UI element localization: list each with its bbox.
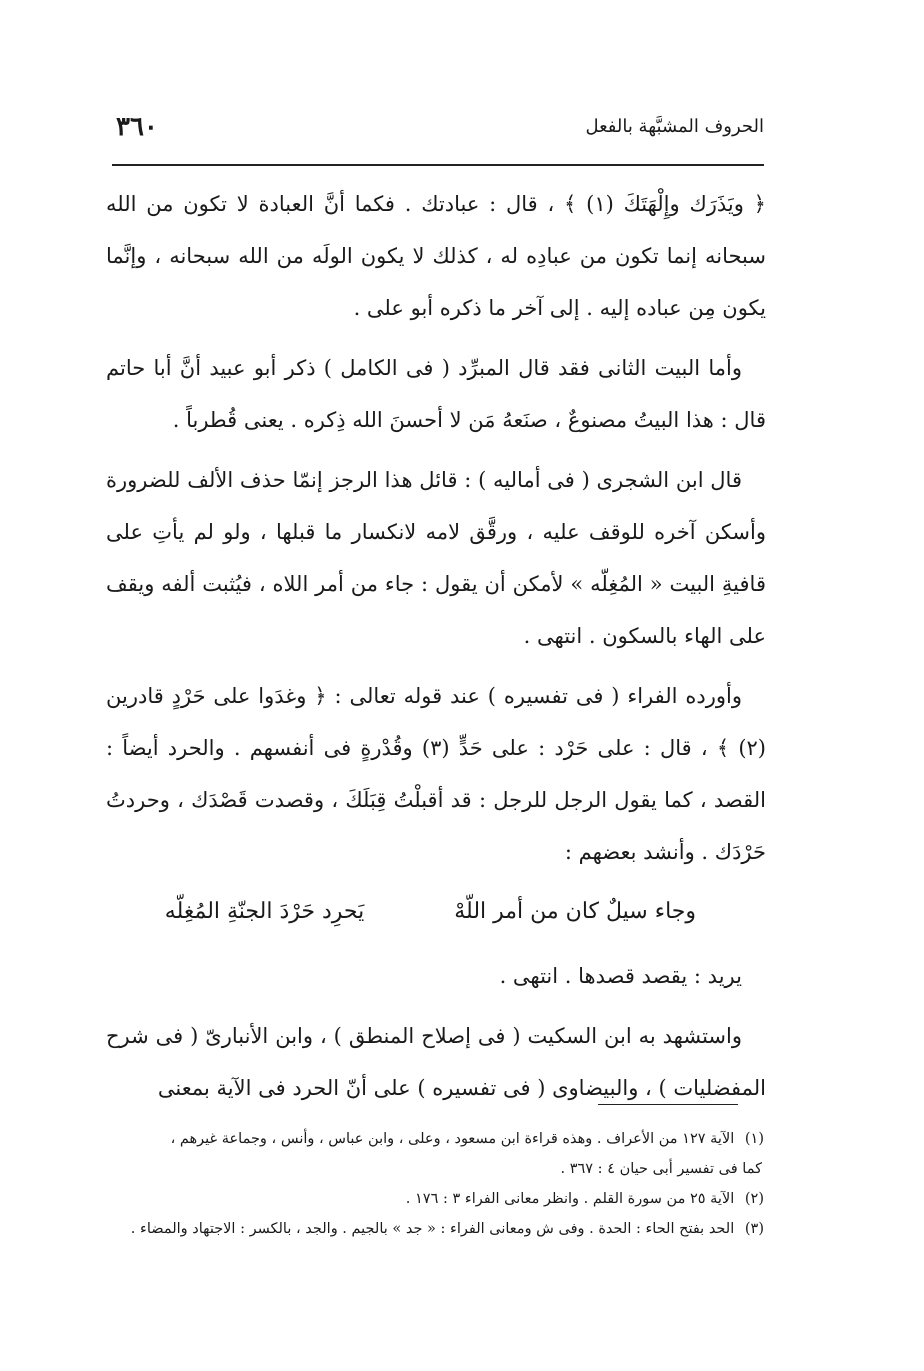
footnotes <box>104 1124 764 1244</box>
footnote-1-text: الآية ١٢٧ من الأعراف . وهذه قراءة ابن مسعود ، وعلى ، وابن عباس ، وأنس ، وجماعة غيرهم ، <box>170 1131 735 1147</box>
paragraph-2: وأما البيت الثانى فقد قال المبرِّد ( فى الكامل ) ذكر أبو عبيد أنَّ أبا حاتم قال : هذا البيتُ مصنوعٌ ، صنَعهُ مَن لا أحسنَ الله ذِكره . يعنى قُطرباً . <box>106 356 766 432</box>
main-text <box>106 178 766 1122</box>
footnote-2-text: الآية ٢٥ من سورة القلم . وانظر معانى الفراء ٣ : ١٧٦ . <box>405 1191 735 1207</box>
footnote-1-number: (١) <box>744 1131 764 1147</box>
running-header <box>112 112 764 152</box>
paragraph-6: واستشهد به ابن السكيت ( فى إصلاح المنطق ) ، وابن الأنبارىّ ( فى شرح المفضليات ) ، والبيضاوى ( فى تفسيره ) على أنّ الحرد فى الآية بمعنى <box>106 1024 766 1100</box>
paragraph-4: وأورده الفراء ( فى تفسيره ) عند قوله تعالى : ﴿ وغدَوا على حَرْدٍ قادرين (٢) ﴾ ، قال : على حَرْد : على حَدٍّ (٣) وقُدْرةٍ فى أنفسهم . والحرد أيضاً : القصد ، كما يقول الرجل للرجل : قد أقبلْتُ قِبَلَكَ ، وقصدت قَصْدَك ، وحردتُ حَرْدَك . وأنشد بعضهم : <box>106 684 766 864</box>
header-divider <box>112 164 764 166</box>
footnote-2-number: (٢) <box>744 1191 764 1207</box>
footnote-3-number: (٣) <box>744 1221 764 1237</box>
footnote-divider <box>598 1104 738 1105</box>
page-number: ٣٦٠ <box>116 112 158 142</box>
poetry-verse <box>106 886 766 938</box>
footnote-3 <box>104 1214 764 1244</box>
verse-first-hemistich: وجاء سيلٌ كان من أمر اللّهْ <box>454 899 696 924</box>
paragraph-3: قال ابن الشجرى ( فى أماليه ) : قائل هذا الرجز إنمّا حذف الألف للضرورة وأسكن آخره للوقف عليه ، ورقَّق لامه لانكسار ما قبلها ، ولو لم يأتِ على قافيةِ البيت « المُغِلّه » لأمكن أن يقول : جاء من أمر اللاه ، فيُثبت ألفه ويقف على الهاء بالسكون . انتهى . <box>106 468 766 648</box>
running-title: الحروف المشبَّهة بالفعل <box>585 116 764 137</box>
footnote-1-continuation: كما فى تفسير أبى حيان ٤ : ٣٦٧ . <box>560 1161 762 1177</box>
footnote-3-text: الحد بفتح الحاء : الحدة . وفى ش ومعانى الفراء : « جد » بالجيم . والجد ، بالكسر : الاجتهاد والمضاء . <box>130 1221 735 1237</box>
paragraph-5: يريد : يقصد قصدها . انتهى . <box>499 964 742 988</box>
verse-second-hemistich: يَحرِد حَرْدَ الجنّةِ المُغِلّه <box>164 899 365 924</box>
paragraph-1: ﴿ ويَذَرَك وإِلْهَتَكَ (١) ﴾ ، قال : عبادتك . فكما أنَّ العبادة لا تكون من الله سبحانه إنما تكون من عبادِه له ، كذلك لا يكون الولَه من الله سبحانه ، وإنَّما يكون مِن عباده إليه . إلى آخر ما ذكره أبو على . <box>106 192 766 320</box>
footnote-2 <box>104 1184 764 1214</box>
footnote-1 <box>104 1124 764 1154</box>
